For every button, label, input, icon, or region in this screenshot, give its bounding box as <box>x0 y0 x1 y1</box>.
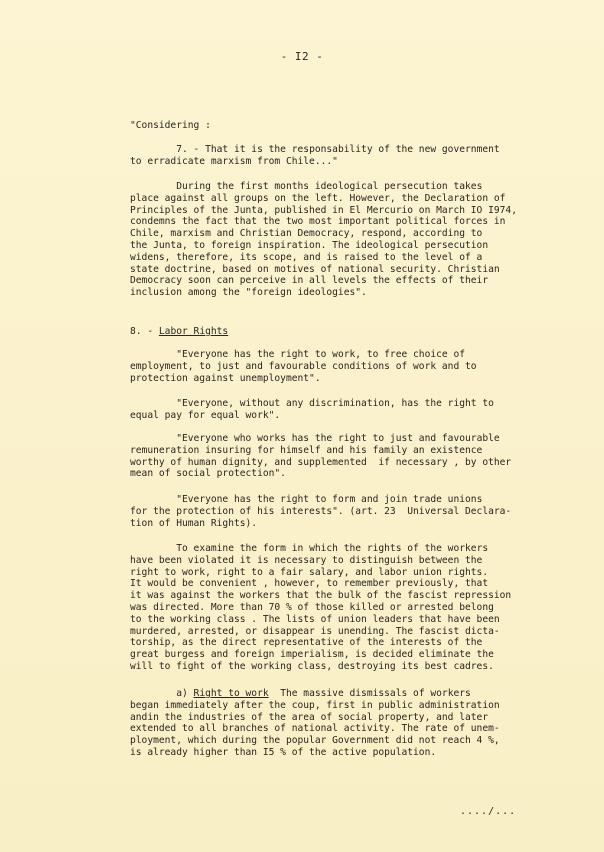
item-lead: a) <box>130 688 194 699</box>
section-title: Labor Rights <box>158 326 229 337</box>
quote-remuneration: "Everyone who works has the right to just and favourable remuneration insuring for himself and his family an existence worthy of human dignity, and supplemented if necessary , by other mean of social protection". <box>130 433 512 480</box>
paragraph-persecution: During the first months ideological persecution takes place against all groups on the left. However, the Declaration of Principles of the Junta, published in El Mercurio on March IO I974, condemns the fact that the two most important political forces in Chile, marxism and Christian Democracy, respond, according to the Junta, to foreign inspiration. The ideological persecution widens, therefore, its scope, and is raised to the level of a state doctrine, based on motives of national security. Christian Democracy soon can perceive in all levels the effects of their inclusion among the "foreign ideologies". <box>130 181 517 299</box>
item-label: Right to work <box>193 688 269 699</box>
item-text: The massive dismissals of workers began immediately after the coup, first in public administration andin the industries of the area of social property, and later extended to all branches of national activity. The rate of unem- ployment, which during the popular Government did not reach 4 %, is already higher than I5 % of the active population. <box>130 688 500 758</box>
paragraph-examine: To examine the form in which the rights of the workers have been violated it is necessary to distinguish between the right to work, right to a fair salary, and labor union rights. It would be convenient , however, to remember previously, that it was against the workers that the bulk of the fascist repression was directed. More than 70 % of those killed or arrested belong to the working class . The lists of union leaders that have been murdered, arrested, or disappear is unending. The fascist dicta- torship, as the direct representative of the interests of the great burgess and foreign imperialism, is decided eliminate the will to fight of the working class, destroying its best cadres. <box>130 543 512 672</box>
quote-intro-text: 7. - That it is the responsability of the new government to erradicate marxism from Chile..." <box>130 144 500 167</box>
page-number: - I2 - <box>280 50 324 63</box>
paragraph-right-to-work <box>130 688 532 759</box>
section-number: 8. - <box>130 326 159 337</box>
quote-intro-label: "Considering : <box>130 120 211 131</box>
continuation-mark: ..../... <box>460 806 517 817</box>
quote-equal-pay: "Everyone, without any discrimination, has the right to equal pay for equal work". <box>130 398 494 421</box>
quote-right-to-work: "Everyone has the right to work, to free choice of employment, to just and favourable conditions of work and to protection against unemployment". <box>130 349 477 384</box>
section-heading <box>130 326 532 338</box>
quote-trade-unions: "Everyone has the right to form and join trade unions for the protection of his interests". (art. 23 Universal Declara- tion of Human Rights). <box>130 494 512 529</box>
